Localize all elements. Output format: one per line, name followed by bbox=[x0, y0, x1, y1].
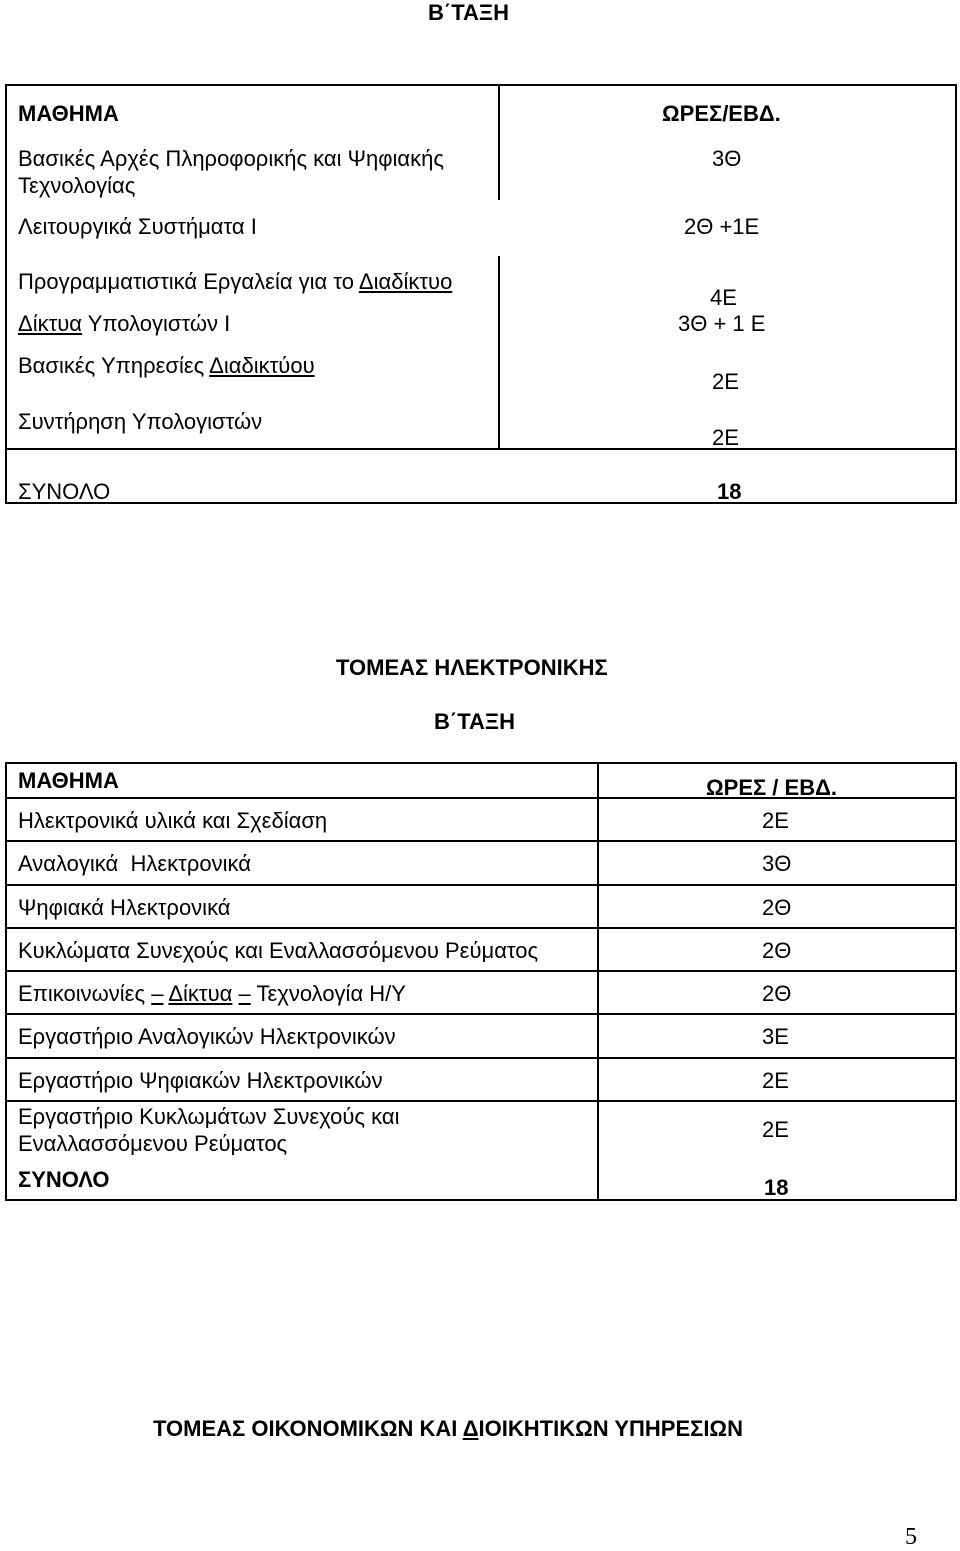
table-row-divider bbox=[5, 448, 957, 450]
table-row-divider bbox=[5, 840, 957, 842]
table-border-bottom bbox=[5, 502, 957, 504]
section-subtitle: Β΄ΤΑΞΗ bbox=[434, 709, 515, 734]
hours-cell: 2Ε bbox=[762, 808, 789, 833]
table-row-divider bbox=[5, 927, 957, 929]
hours-cell: 2Θ +1Ε bbox=[684, 214, 760, 239]
subject-cell: Εργαστήριο Κυκλωμάτων Συνεχούς και bbox=[18, 1104, 400, 1129]
table-row-divider bbox=[5, 970, 957, 972]
section-title: ΤΟΜΕΑΣ ΗΛΕΚΤΡΟΝΙΚΗΣ bbox=[336, 655, 608, 680]
table-column-divider bbox=[498, 256, 500, 448]
subject-link-text: Δίκτυα bbox=[168, 981, 233, 1006]
table-border-left bbox=[5, 84, 7, 504]
subject-cell: Προγραμματιστικά Εργαλεία για το Διαδίκτυο bbox=[18, 269, 453, 294]
subject-cell: Ψηφιακά Ηλεκτρονικά bbox=[18, 895, 231, 920]
table-border-right bbox=[955, 762, 957, 1201]
subject-link-text: Δίκτυα bbox=[18, 311, 83, 336]
hours-cell: 4Ε bbox=[710, 285, 737, 310]
subject-cell: Αναλογικά Ηλεκτρονικά bbox=[18, 851, 251, 876]
hours-cell: 3Ε bbox=[762, 1024, 789, 1049]
column-header-subject: ΜΑΘΗΜΑ bbox=[18, 768, 119, 793]
subject-cell-continued: Τεχνολογίας bbox=[18, 173, 136, 198]
table-row-divider bbox=[5, 1057, 957, 1059]
hours-cell: 2Ε bbox=[762, 1068, 789, 1093]
subject-cell: Κυκλώματα Συνεχούς και Εναλλασσόμενου Ρεύματος bbox=[18, 938, 539, 963]
total-value: 18 bbox=[764, 1175, 789, 1200]
page-title: Β΄ΤΑΞΗ bbox=[428, 0, 509, 25]
total-label: ΣΥΝΟΛΟ bbox=[18, 479, 111, 504]
section-title: ΤΟΜΕΑΣ ΟΙΚΟΝΟΜΙΚΩΝ ΚΑΙ ΔΙΟΙΚΗΤΙΚΩΝ ΥΠΗΡΕΣΙΩΝ bbox=[153, 1416, 743, 1441]
table-row-divider bbox=[5, 1100, 957, 1102]
total-value: 18 bbox=[717, 479, 742, 504]
subject-link-text: Διαδίκτυο bbox=[358, 269, 453, 294]
hours-cell: 2Θ bbox=[762, 938, 792, 963]
table-border-right bbox=[955, 84, 957, 504]
hours-cell: 2Ε bbox=[712, 369, 739, 394]
subject-cell: Βασικές Υπηρεσίες Διαδικτύου bbox=[18, 353, 315, 378]
hours-cell: 3Θ bbox=[712, 146, 742, 171]
column-header-hours: ΩΡΕΣ / ΕΒΔ. bbox=[706, 775, 838, 800]
subject-link-text: Διαδικτύου bbox=[209, 353, 315, 378]
hours-cell: 3Θ + 1 Ε bbox=[678, 311, 766, 336]
subject-cell-continued: Εναλλασσόμενου Ρεύματος bbox=[18, 1131, 288, 1156]
table-border-bottom bbox=[5, 1199, 957, 1201]
hours-cell: 2Θ bbox=[762, 895, 792, 920]
table-border-top bbox=[5, 762, 957, 764]
hours-cell: 2Θ bbox=[762, 981, 792, 1006]
table-border-left bbox=[5, 762, 7, 1201]
table-column-divider bbox=[498, 84, 500, 200]
table-row-divider bbox=[5, 884, 957, 886]
hours-cell: 2Ε bbox=[712, 425, 739, 450]
subject-cell: Ηλεκτρονικά υλικά και Σχεδίαση bbox=[18, 808, 328, 833]
table-row-divider bbox=[5, 1013, 957, 1015]
table-border-top bbox=[5, 84, 957, 86]
section-title-underlined: Δ bbox=[462, 1416, 479, 1441]
subject-cell: Βασικές Αρχές Πληροφορικής και Ψηφιακής bbox=[18, 146, 444, 171]
hours-cell: 3Θ bbox=[762, 851, 792, 876]
table-column-divider bbox=[597, 762, 599, 1199]
subject-cell: Εργαστήριο Αναλογικών Ηλεκτρονικών bbox=[18, 1024, 396, 1049]
subject-cell: Εργαστήριο Ψηφιακών Ηλεκτρονικών bbox=[18, 1068, 383, 1093]
subject-cell: Επικοινωνίες – Δίκτυα – Τεχνολογία Η/Υ bbox=[18, 981, 406, 1006]
column-header-subject: ΜΑΘΗΜΑ bbox=[18, 101, 119, 126]
hours-cell: 2Ε bbox=[762, 1117, 789, 1142]
total-label: ΣΥΝΟΛΟ bbox=[18, 1167, 110, 1192]
subject-cell: Δίκτυα Υπολογιστών Ι bbox=[18, 311, 231, 336]
page-number: 5 bbox=[905, 1524, 917, 1550]
subject-cell: Λειτουργικά Συστήματα Ι bbox=[18, 214, 257, 239]
subject-cell: Συντήρηση Υπολογιστών bbox=[18, 409, 263, 434]
column-header-hours: ΩΡΕΣ/ΕΒΔ. bbox=[662, 101, 781, 126]
